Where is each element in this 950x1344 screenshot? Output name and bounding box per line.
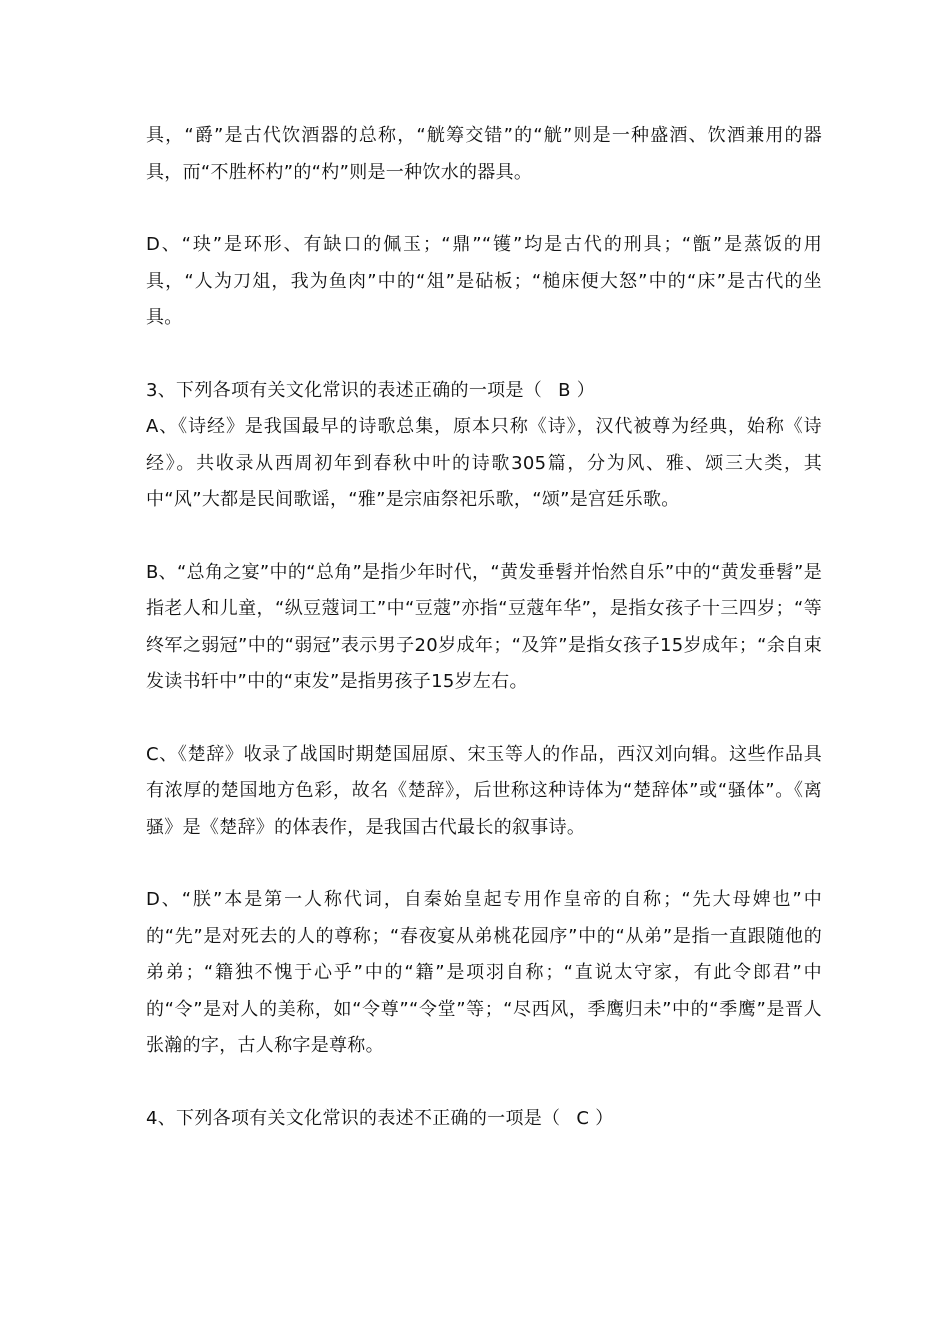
- paragraph-continued: 具，“爵”是古代饮酒器的总称，“觥筹交错”的“觥”则是一种盛酒、饮酒兼用的器具，而“不胜杯杓”的“杓”则是一种饮水的器具。: [146, 125, 822, 183]
- question-4-close: ）: [595, 1107, 614, 1129]
- question-3: [146, 373, 822, 410]
- option-3a: A、《诗经》是我国最早的诗歌总集，原本只称《诗》，汉代被尊为经典，始称《诗经》。共收录从西周初年到春秋中叶的诗歌305篇，分为风、雅、颂三大类，其中“风”大都是民间歌谣，“雅”是宗庙祭祀乐歌，“颂”是宫廷乐歌。: [146, 416, 822, 510]
- question-3-answer: B: [558, 379, 571, 401]
- option-3d: D、“朕”本是第一人称代词，自秦始皇起专用作皇帝的自称；“先大母婢也”中的“先”是对死去的人的尊称；“春夜宴从弟桃花园序”中的“从弟”是指一直跟随他的弟弟；“籍独不愧于心乎”中的“籍”是项羽自称；“直说太守家，有此令郎君”中的“令”是对人的美称，如“令尊”“令堂”等；“尽西风，季鹰归未”中的“季鹰”是晋人张瀚的字，古人称字是尊称。: [146, 889, 822, 1056]
- question-3-stem: 3、下列各项有关文化常识的表述正确的一项是（: [146, 379, 543, 401]
- option-3b: B、“总角之宴”中的“总角”是指少年时代，“黄发垂髫并怡然自乐”中的“黄发垂髫”是指老人和儿童，“纵豆蔻词工”中“豆蔻”亦指“豆蔻年华”，是指女孩子十三四岁；“等终军之弱冠”中的“弱冠”表示男子20岁成年；“及笄”是指女孩子15岁成年；“余自束发读书轩中”中的“束发”是指男孩子15岁左右。: [146, 561, 822, 692]
- option-2d: D、“玦”是环形、有缺口的佩玉；“鼎”“镬”均是古代的刑具；“甑”是蒸饭的用具，“人为刀俎，我为鱼肉”中的“俎”是砧板；“槌床便大怒”中的“床”是古代的坐具。: [146, 234, 822, 328]
- question-4: [146, 1101, 822, 1138]
- question-4-answer: C: [576, 1107, 590, 1129]
- option-3c: C、《楚辞》收录了战国时期楚国屈原、宋玉等人的作品，西汉刘向辑。这些作品具有浓厚的楚国地方色彩，故名《楚辞》，后世称这种诗体为“楚辞体”或“骚体”。《离骚》是《楚辞》的体表作，是我国古代最长的叙事诗。: [146, 743, 822, 838]
- question-3-close: ）: [576, 379, 596, 401]
- question-4-stem: 4、下列各项有关文化常识的表述不正确的一项是（: [146, 1107, 561, 1129]
- document-body: [146, 118, 822, 1137]
